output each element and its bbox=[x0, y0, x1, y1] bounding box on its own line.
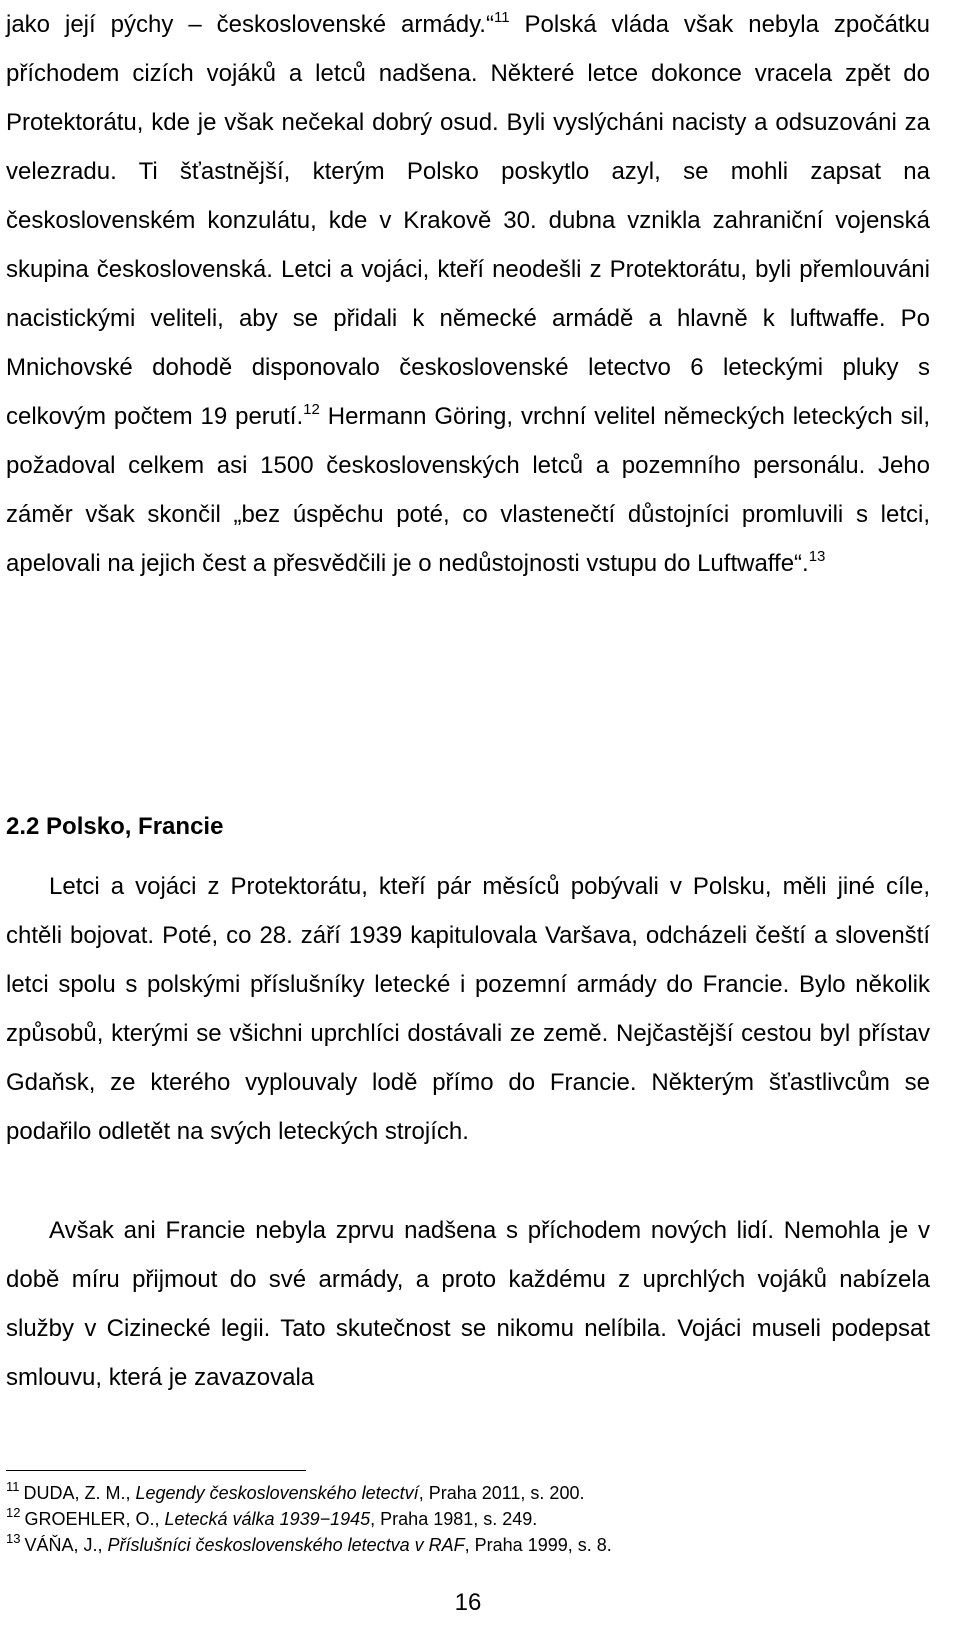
footnote-item bbox=[6, 1480, 930, 1506]
footnote-details: , Praha 1981, s. 249. bbox=[370, 1509, 538, 1529]
body-paragraph: Letci a vojáci z Protektorátu, kteří pár měsíců pobývali v Polsku, měli jiné cíle, chtěli bojovat. Poté, co 28. září 1939 kapitulovala Varšava, odcházeli čeští a slovenští letci spolu s polskými příslušníky letecké i pozemní armády do Francie. Bylo několik způsobů, kterými se všichni uprchlíci dostávali ze země. Nejčastější cestou byl přístav Gdaňsk, ze kterého vyplouvaly lodě přímo do Francie. Některým šťastlivcům se podařilo odletět na svých leteckých strojích. bbox=[6, 873, 930, 1145]
footnote-item bbox=[6, 1506, 930, 1532]
footnote-item bbox=[6, 1532, 930, 1558]
paragraph-text: jako její pýchy – československé armády.“ bbox=[6, 11, 494, 38]
section-heading: 2.2 Polsko, Francie bbox=[6, 813, 224, 840]
footnote-reference[interactable]: 11 bbox=[493, 9, 510, 26]
footnote-title: Příslušníci československého letectva v RAF bbox=[107, 1535, 465, 1555]
footnote-title: Legendy československého letectví bbox=[135, 1483, 419, 1503]
footnote-author: VÁŇA, J., bbox=[24, 1535, 108, 1555]
footnote-reference[interactable]: 12 bbox=[303, 401, 320, 418]
footnote-title: Letecká válka 1939−1945 bbox=[164, 1509, 371, 1529]
footnote-separator bbox=[6, 1470, 306, 1471]
footnote-reference[interactable]: 13 bbox=[808, 548, 826, 565]
footnote-number: 13 bbox=[6, 1531, 21, 1546]
body-paragraph-continuation bbox=[6, 0, 930, 588]
footnote-number: 12 bbox=[6, 1505, 21, 1520]
footnote-author: DUDA, Z. M., bbox=[23, 1483, 136, 1503]
footnote-details: , Praha 1999, s. 8. bbox=[464, 1535, 612, 1555]
paragraph-text: Hermann Göring, vrchní velitel německých leteckých sil, požadoval celkem asi 1500 československých letců a pozemního personálu. Jeho záměr však skončil „bez úspěchu poté, co vlastenečtí důstojníci promluvili s letci, apelovali na jejich čest a přesvědčili je o nedůstojnosti vstupu do Luftwaffe“. bbox=[6, 403, 930, 577]
document-page bbox=[6, 0, 930, 1626]
body-paragraph: Avšak ani Francie nebyla zprvu nadšena s příchodem nových lidí. Nemohla je v době míru přijmout do své armády, a proto každému z uprchlých vojáků nabízela služby v Cizinecké legii. Tato skutečnost se nikomu nelíbila. Vojáci museli podepsat smlouvu, která je zavazovala bbox=[6, 1217, 930, 1391]
paragraph-text: Polská vláda však nebyla zpočátku příchodem cizích vojáků a letců nadšena. Některé letce dokonce vracela zpět do Protektorátu, kde je však nečekal dobrý osud. Byli vyslýcháni nacisty a odsuzováni za velezradu. Ti šťastnější, kterým Polsko poskytlo azyl, se mohli zapsat na československém konzulátu, kde v Krakově 30. dubna vznikla zahraniční vojenská skupina československá. Letci a vojáci, kteří neodešli z Protektorátu, byli přemlouváni nacistickými veliteli, aby se přidali k německé armádě a hlavně k luftwaffe. Po Mnichovské dohodě disponovalo československé letectvo 6 leteckými pluky s celkovým počtem 19 perutí. bbox=[6, 11, 930, 430]
footnote-details: , Praha 2011, s. 200. bbox=[418, 1483, 585, 1503]
page-number: 16 bbox=[454, 1589, 482, 1616]
footnote-number: 11 bbox=[6, 1479, 20, 1494]
footnote-author: GROEHLER, O., bbox=[24, 1509, 165, 1529]
footnote-list bbox=[6, 1480, 930, 1558]
